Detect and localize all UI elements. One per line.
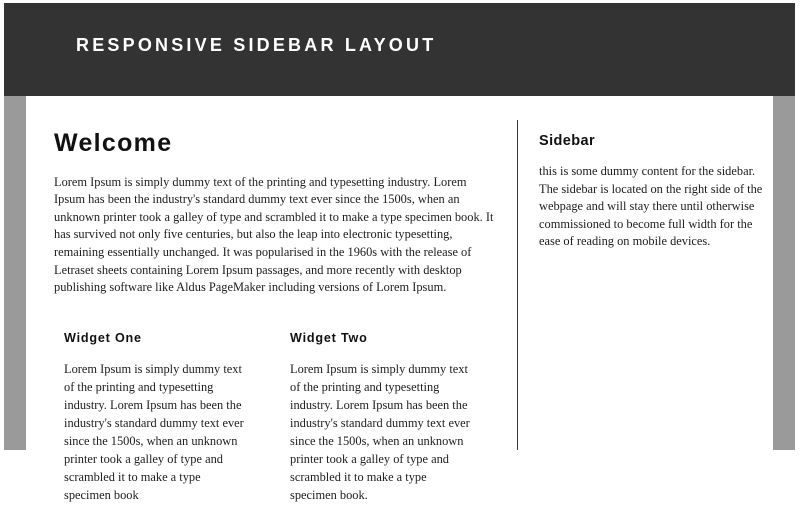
widget-two-body: Lorem Ipsum is simply dummy text of the printing and typesetting industry. Lorem Ipsum has been the industry's standard dummy text ever since the 1500s, when an unknown printer took a galley of type and scrambled it to make a type specimen book. [290, 361, 470, 502]
site-title: RESPONSIVE SIDEBAR LAYOUT [76, 35, 437, 55]
page-title: Welcome [54, 129, 173, 157]
widget-one [64, 331, 249, 505]
widget-one-title: Widget One [64, 330, 142, 345]
widgets-row [54, 331, 500, 505]
sidebar-title: Sidebar [539, 133, 595, 149]
widget-one-body: Lorem Ipsum is simply dummy text of the printing and typesetting industry. Lorem Ipsum has been the industry's standard dummy text ever since the 1500s, when an unknown printer took a galley of type and scrambled it to make a type specimen book [64, 361, 244, 502]
intro-paragraph: Lorem Ipsum is simply dummy text of the printing and typesetting industry. Lorem Ipsum has been the industry's standard dummy text ever since the 1500s, when an unknown printer took a galley of type and scrambled it to make a type specimen book. It has survived not only five centuries, but also the leap into electronic typesetting, remaining essentially unchanged. It was popularised in the 1960s with the release of Letraset sheets containing Lorem Ipsum passages, and more recently with desktop publishing software like Aldus PageMaker including versions of Lorem Ipsum. [54, 174, 494, 295]
widget-two [290, 331, 475, 505]
column-divider [517, 120, 518, 450]
site-header [4, 3, 795, 96]
sidebar-body: this is some dummy content for the sidebar. The sidebar is located on the right side of the webpage and will stay there until otherwise commissioned to become full width for the ease of reading on mobile devices. [539, 164, 763, 249]
content-area [26, 96, 773, 502]
sidebar-column [539, 96, 767, 251]
widget-two-title: Widget Two [290, 330, 368, 345]
right-gutter [773, 96, 795, 450]
left-gutter [4, 96, 26, 450]
main-column [54, 96, 500, 505]
